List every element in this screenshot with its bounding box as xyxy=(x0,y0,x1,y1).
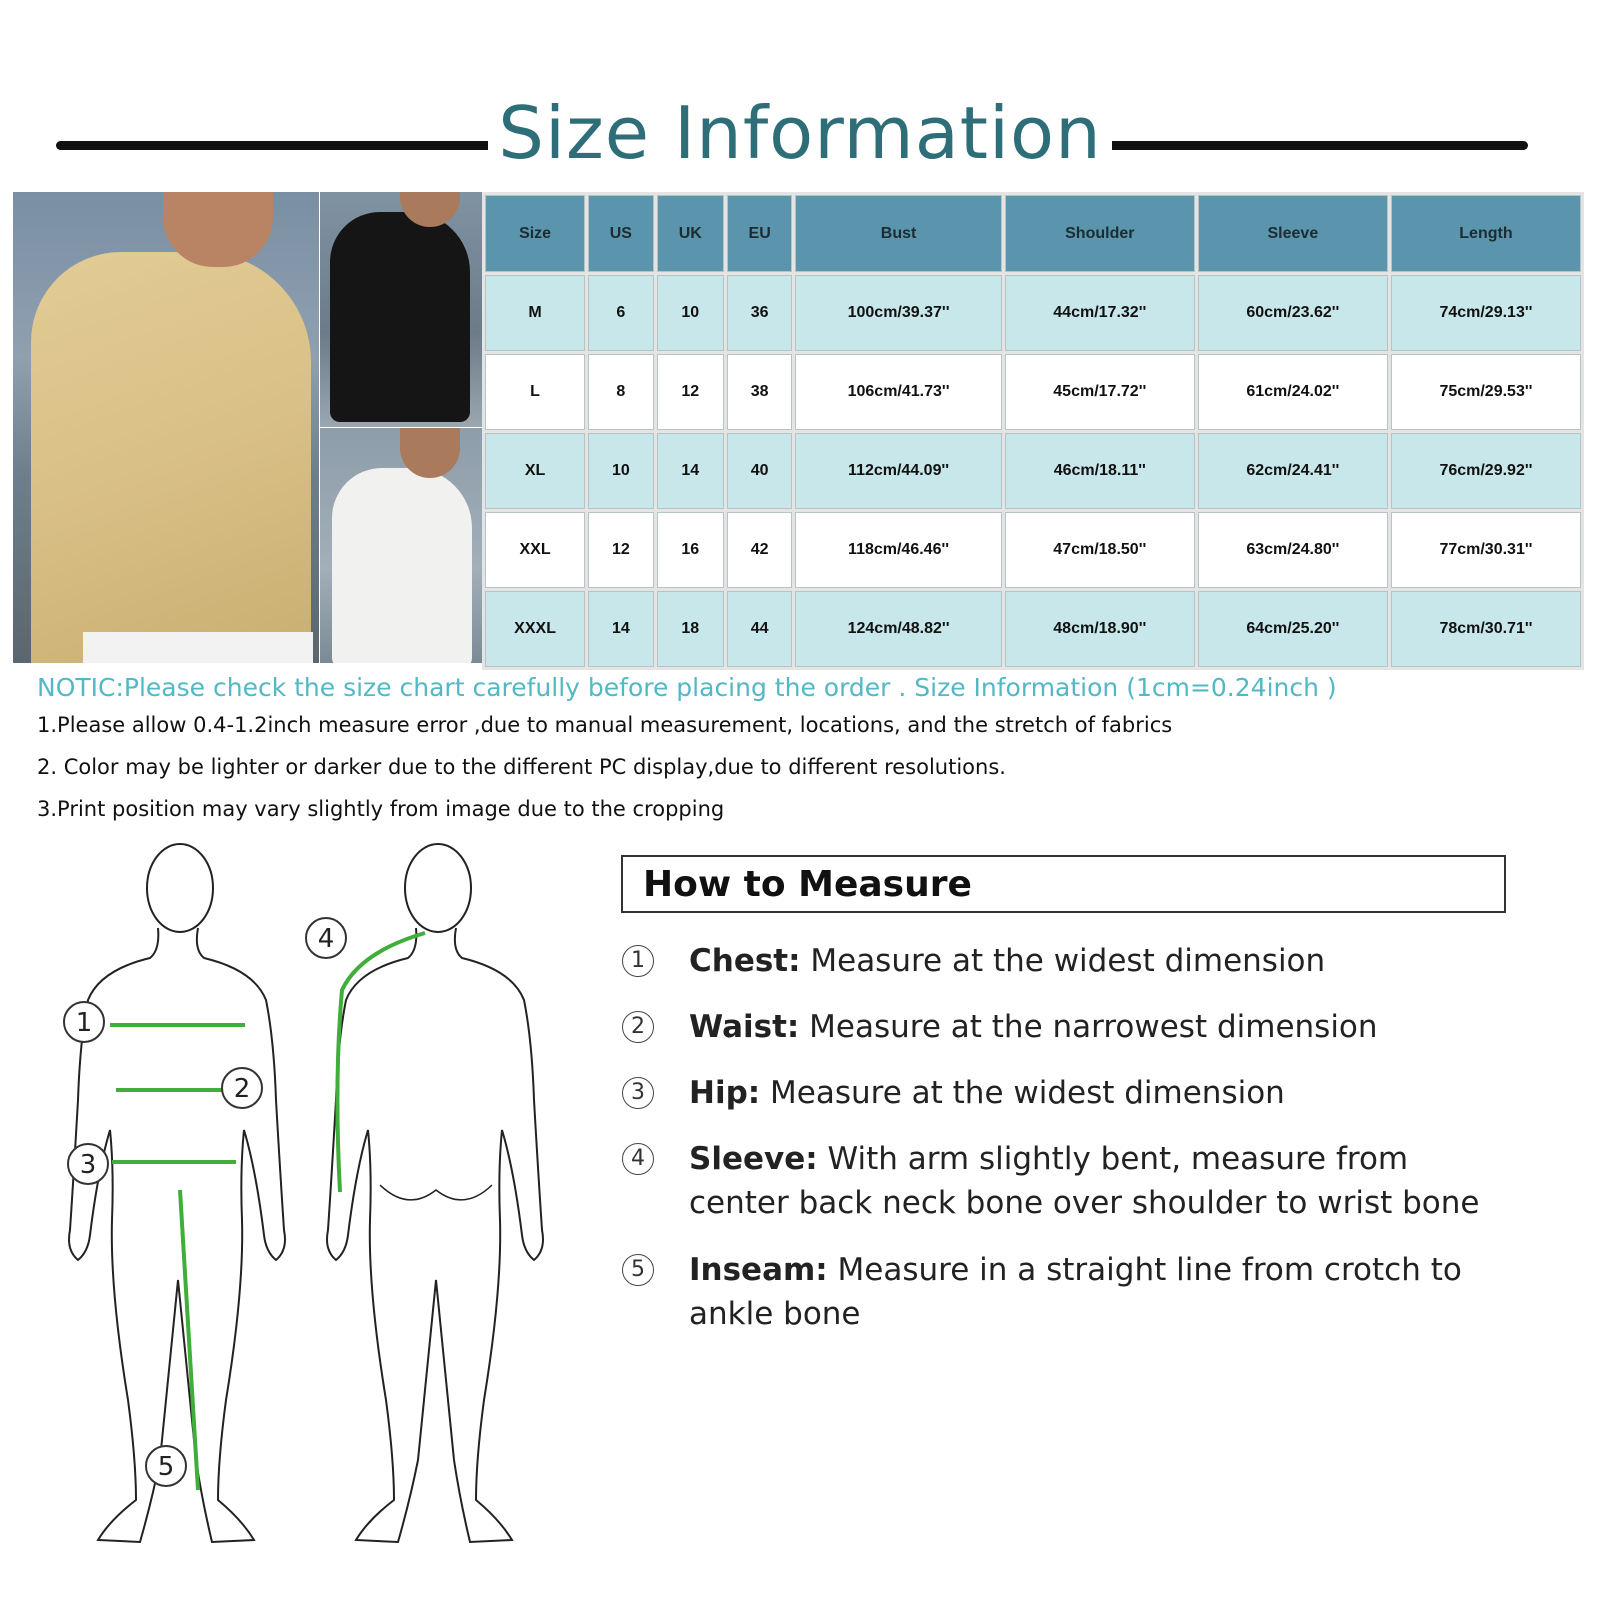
table-cell: 63cm/24.80'' xyxy=(1198,512,1388,588)
table-cell: 16 xyxy=(657,512,724,588)
table-cell: 12 xyxy=(588,512,653,588)
col-header-length: Length xyxy=(1391,195,1581,272)
table-cell: 48cm/18.90'' xyxy=(1005,591,1195,667)
table-row xyxy=(485,512,1581,588)
table-cell: XXL xyxy=(485,512,585,588)
pants-shape xyxy=(83,632,313,663)
table-cell: 44cm/17.32'' xyxy=(1005,275,1195,351)
table-cell: 10 xyxy=(657,275,724,351)
table-cell: 106cm/41.73'' xyxy=(795,354,1001,430)
step-text xyxy=(689,939,1509,983)
inseam-measure-line xyxy=(180,1190,198,1490)
table-cell: 61cm/24.02'' xyxy=(1198,354,1388,430)
product-photo-white xyxy=(320,428,484,663)
step-number: 3 xyxy=(622,1077,654,1109)
table-cell: 100cm/39.37'' xyxy=(795,275,1001,351)
table-cell: 14 xyxy=(657,433,724,509)
back-figure-seat-line xyxy=(380,1185,492,1200)
marker-5-label: 5 xyxy=(157,1452,175,1482)
step-label: Chest: xyxy=(689,943,801,979)
table-cell: 36 xyxy=(727,275,792,351)
step-number: 2 xyxy=(622,1011,654,1043)
back-figure-head xyxy=(405,844,471,932)
table-row xyxy=(485,433,1581,509)
table-cell: 76cm/29.92'' xyxy=(1391,433,1581,509)
marker-3-label: 3 xyxy=(79,1150,97,1180)
note-item-3: 3.Print position may vary slightly from image due to the cropping xyxy=(37,797,725,821)
table-row xyxy=(485,591,1581,667)
table-cell: 10 xyxy=(588,433,653,509)
col-header-size: Size xyxy=(485,195,585,272)
table-header-row xyxy=(485,195,1581,272)
table-cell: M xyxy=(485,275,585,351)
table-cell: 75cm/29.53'' xyxy=(1391,354,1581,430)
product-photo-khaki xyxy=(13,192,319,663)
table-cell: 47cm/18.50'' xyxy=(1005,512,1195,588)
table-row xyxy=(485,275,1581,351)
note-item-1: 1.Please allow 0.4-1.2inch measure error ,due to manual measurement, locations, and the stretch of fabrics xyxy=(37,713,1173,737)
step-description: Measure at the widest dimension xyxy=(800,943,1326,979)
note-item-2: 2. Color may be lighter or darker due to the different PC display,due to different resolutions. xyxy=(37,755,1006,779)
how-to-measure-header xyxy=(621,855,1506,913)
table-cell: 40 xyxy=(727,433,792,509)
col-header-shoulder: Shoulder xyxy=(1005,195,1195,272)
marker-4-label: 4 xyxy=(317,924,335,954)
table-cell: 38 xyxy=(727,354,792,430)
col-header-bust: Bust xyxy=(795,195,1001,272)
table-cell: XXXL xyxy=(485,591,585,667)
shirt-shape xyxy=(332,468,472,663)
table-cell: 112cm/44.09'' xyxy=(795,433,1001,509)
table-cell: 12 xyxy=(657,354,724,430)
table-cell: 45cm/17.72'' xyxy=(1005,354,1195,430)
shirt-shape xyxy=(330,212,470,422)
table-cell: 78cm/30.71'' xyxy=(1391,591,1581,667)
table-cell: 42 xyxy=(727,512,792,588)
step-description: Measure at the narrowest dimension xyxy=(799,1009,1378,1045)
table-cell: 46cm/18.11'' xyxy=(1005,433,1195,509)
table-cell: 8 xyxy=(588,354,653,430)
table-cell: 44 xyxy=(727,591,792,667)
table-cell: 62cm/24.41'' xyxy=(1198,433,1388,509)
table-cell: 124cm/48.82'' xyxy=(795,591,1001,667)
how-to-measure-title: How to Measure xyxy=(643,864,972,905)
table-cell: 77cm/30.31'' xyxy=(1391,512,1581,588)
step-description: Measure in a straight line from crotch to ankle bone xyxy=(689,1252,1462,1332)
step-text xyxy=(689,1005,1509,1049)
back-figure-outline xyxy=(327,928,543,1542)
sleeve-measure-line xyxy=(337,933,425,1192)
step-text xyxy=(689,1071,1509,1115)
step-description: Measure at the widest dimension xyxy=(760,1075,1285,1111)
table-cell: L xyxy=(485,354,585,430)
col-header-us: US xyxy=(588,195,653,272)
page-title xyxy=(0,88,1600,178)
step-text xyxy=(689,1248,1509,1336)
col-header-uk: UK xyxy=(657,195,724,272)
table-cell: XL xyxy=(485,433,585,509)
table-cell: 74cm/29.13'' xyxy=(1391,275,1581,351)
table-row xyxy=(485,354,1581,430)
step-number: 5 xyxy=(622,1254,654,1286)
step-number: 1 xyxy=(622,945,654,977)
notice-text: NOTIC:Please check the size chart carefully before placing the order . Size Information (1cm=0.24inch ) xyxy=(37,673,1337,702)
marker-2-label: 2 xyxy=(233,1074,251,1104)
col-header-eu: EU xyxy=(727,195,792,272)
figure-markers xyxy=(64,918,346,1486)
step-label: Sleeve: xyxy=(689,1141,818,1177)
step-text xyxy=(689,1137,1509,1225)
table-cell: 118cm/46.46'' xyxy=(795,512,1001,588)
table-cell: 18 xyxy=(657,591,724,667)
table-cell: 64cm/25.20'' xyxy=(1198,591,1388,667)
table-cell: 6 xyxy=(588,275,653,351)
table-cell: 60cm/23.62'' xyxy=(1198,275,1388,351)
step-label: Hip: xyxy=(689,1075,761,1111)
marker-1-label: 1 xyxy=(75,1008,93,1038)
step-label: Inseam: xyxy=(689,1252,828,1288)
size-table xyxy=(482,192,1584,670)
product-photo-black xyxy=(320,192,484,427)
step-description: With arm slightly bent, measure from center back neck bone over shoulder to wrist bone xyxy=(689,1141,1480,1221)
col-header-sleeve: Sleeve xyxy=(1198,195,1388,272)
step-number: 4 xyxy=(622,1143,654,1175)
front-figure-head xyxy=(147,844,213,932)
page-title-text: Size Information xyxy=(488,91,1111,175)
body-measurement-figure xyxy=(40,840,580,1580)
step-label: Waist: xyxy=(689,1009,800,1045)
table-cell: 14 xyxy=(588,591,653,667)
shirt-shape xyxy=(31,252,311,663)
